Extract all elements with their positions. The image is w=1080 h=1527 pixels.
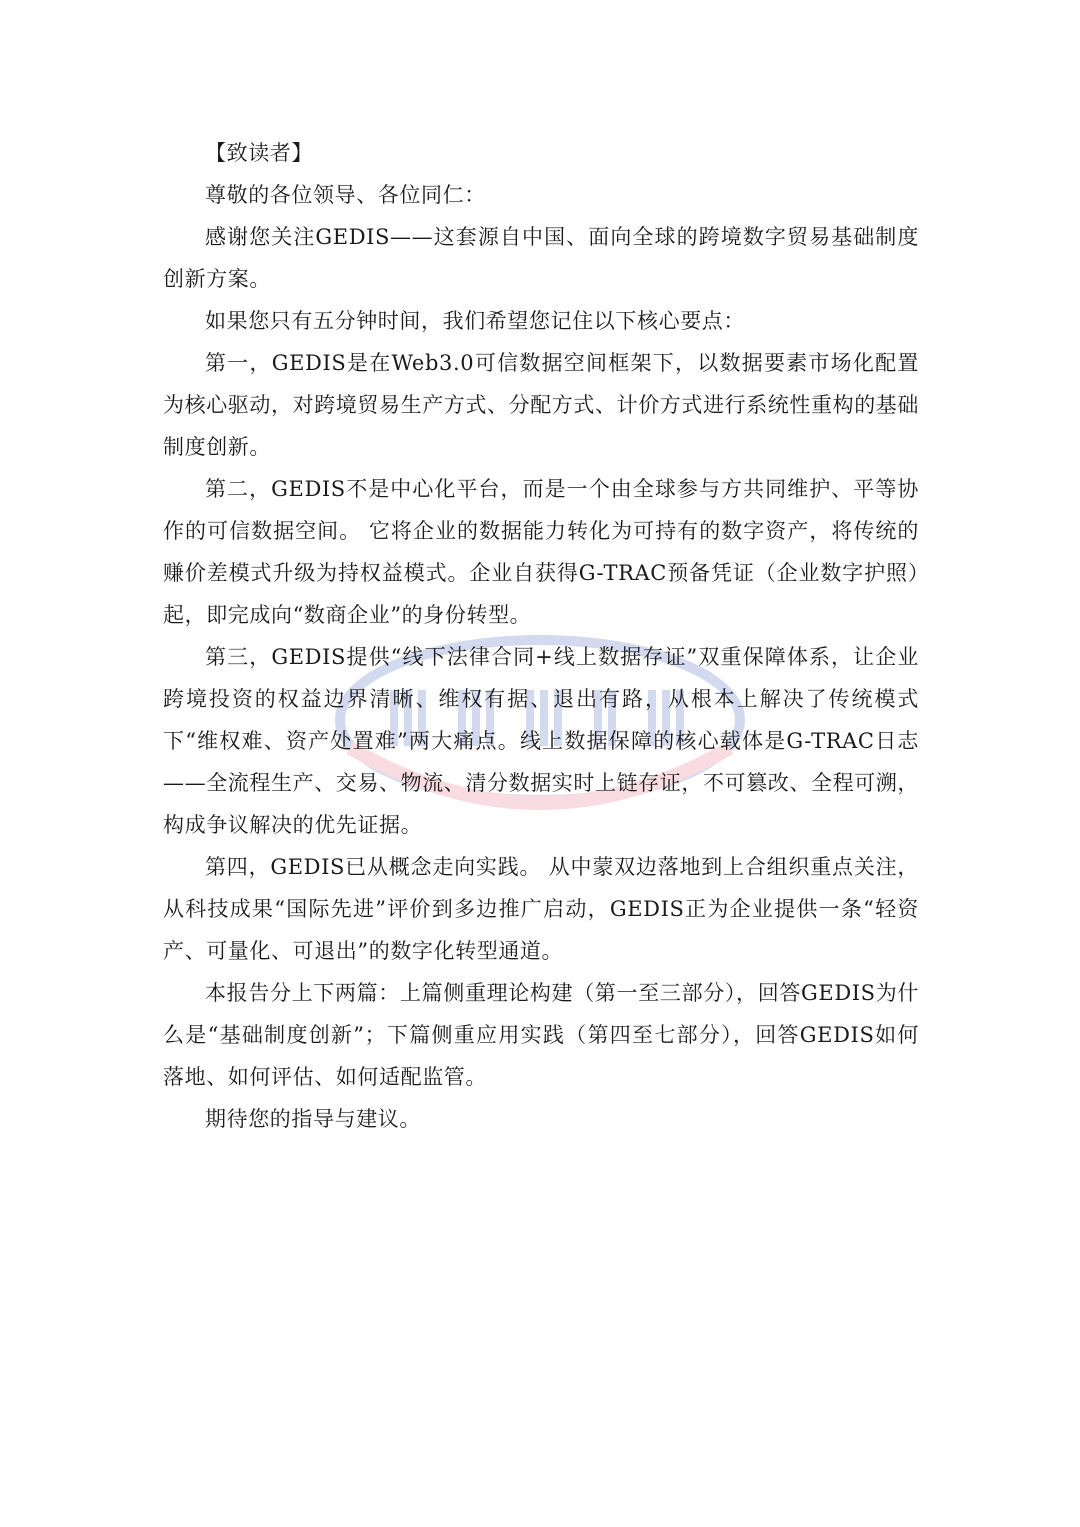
paragraph-point-two: 第二，GEDIS不是中心化平台，而是一个由全球参与方共同维护、平等协作的可信数据空间。 它将企业的数据能力转化为可持有的数字资产，将传统的赚价差模式升级为持权益模式。企业自获得G-TRAC预备凭证（企业数字护照）起，即完成向“数商企业”的身份转型。 — [163, 477, 919, 627]
paragraph-intro: 感谢您关注GEDIS——这套源自中国、面向全球的跨境数字贸易基础制度创新方案。 — [163, 225, 919, 291]
paragraph-key-points-lead: 如果您只有五分钟时间，我们希望您记住以下核心要点： — [205, 309, 745, 333]
letter-salutation: 尊敬的各位领导、各位同仁： — [205, 183, 486, 207]
letter-body — [163, 132, 919, 1140]
paragraph-point-one: 第一，GEDIS是在Web3.0可信数据空间框架下，以数据要素市场化配置为核心驱动，对跨境贸易生产方式、分配方式、计价方式进行系统性重构的基础制度创新。 — [163, 351, 919, 459]
letter-heading: 【致读者】 — [205, 141, 313, 165]
paragraph-report-structure: 本报告分上下两篇：上篇侧重理论构建（第一至三部分），回答GEDIS为什么是“基础制度创新”；下篇侧重应用实践（第四至七部分），回答GEDIS如何落地、如何评估、如何适配监管。 — [163, 981, 919, 1089]
paragraph-point-three: 第三，GEDIS提供“线下法律合同+线上数据存证”双重保障体系，让企业跨境投资的权益边界清晰、维权有据、退出有路，从根本上解决了传统模式下“维权难、资产处置难”两大痛点。线上数据保障的核心载体是G-TRAC日志——全流程生产、交易、物流、清分数据实时上链存证，不可篡改、全程可溯，构成争议解决的优先证据。 — [163, 645, 919, 837]
paragraph-closing: 期待您的指导与建议。 — [205, 1107, 421, 1131]
paragraph-point-four: 第四，GEDIS已从概念走向实践。 从中蒙双边落地到上合组织重点关注，从科技成果“国际先进”评价到多边推广启动，GEDIS正为企业提供一条“轻资产、可量化、可退出”的数字化转型通道。 — [163, 855, 919, 963]
